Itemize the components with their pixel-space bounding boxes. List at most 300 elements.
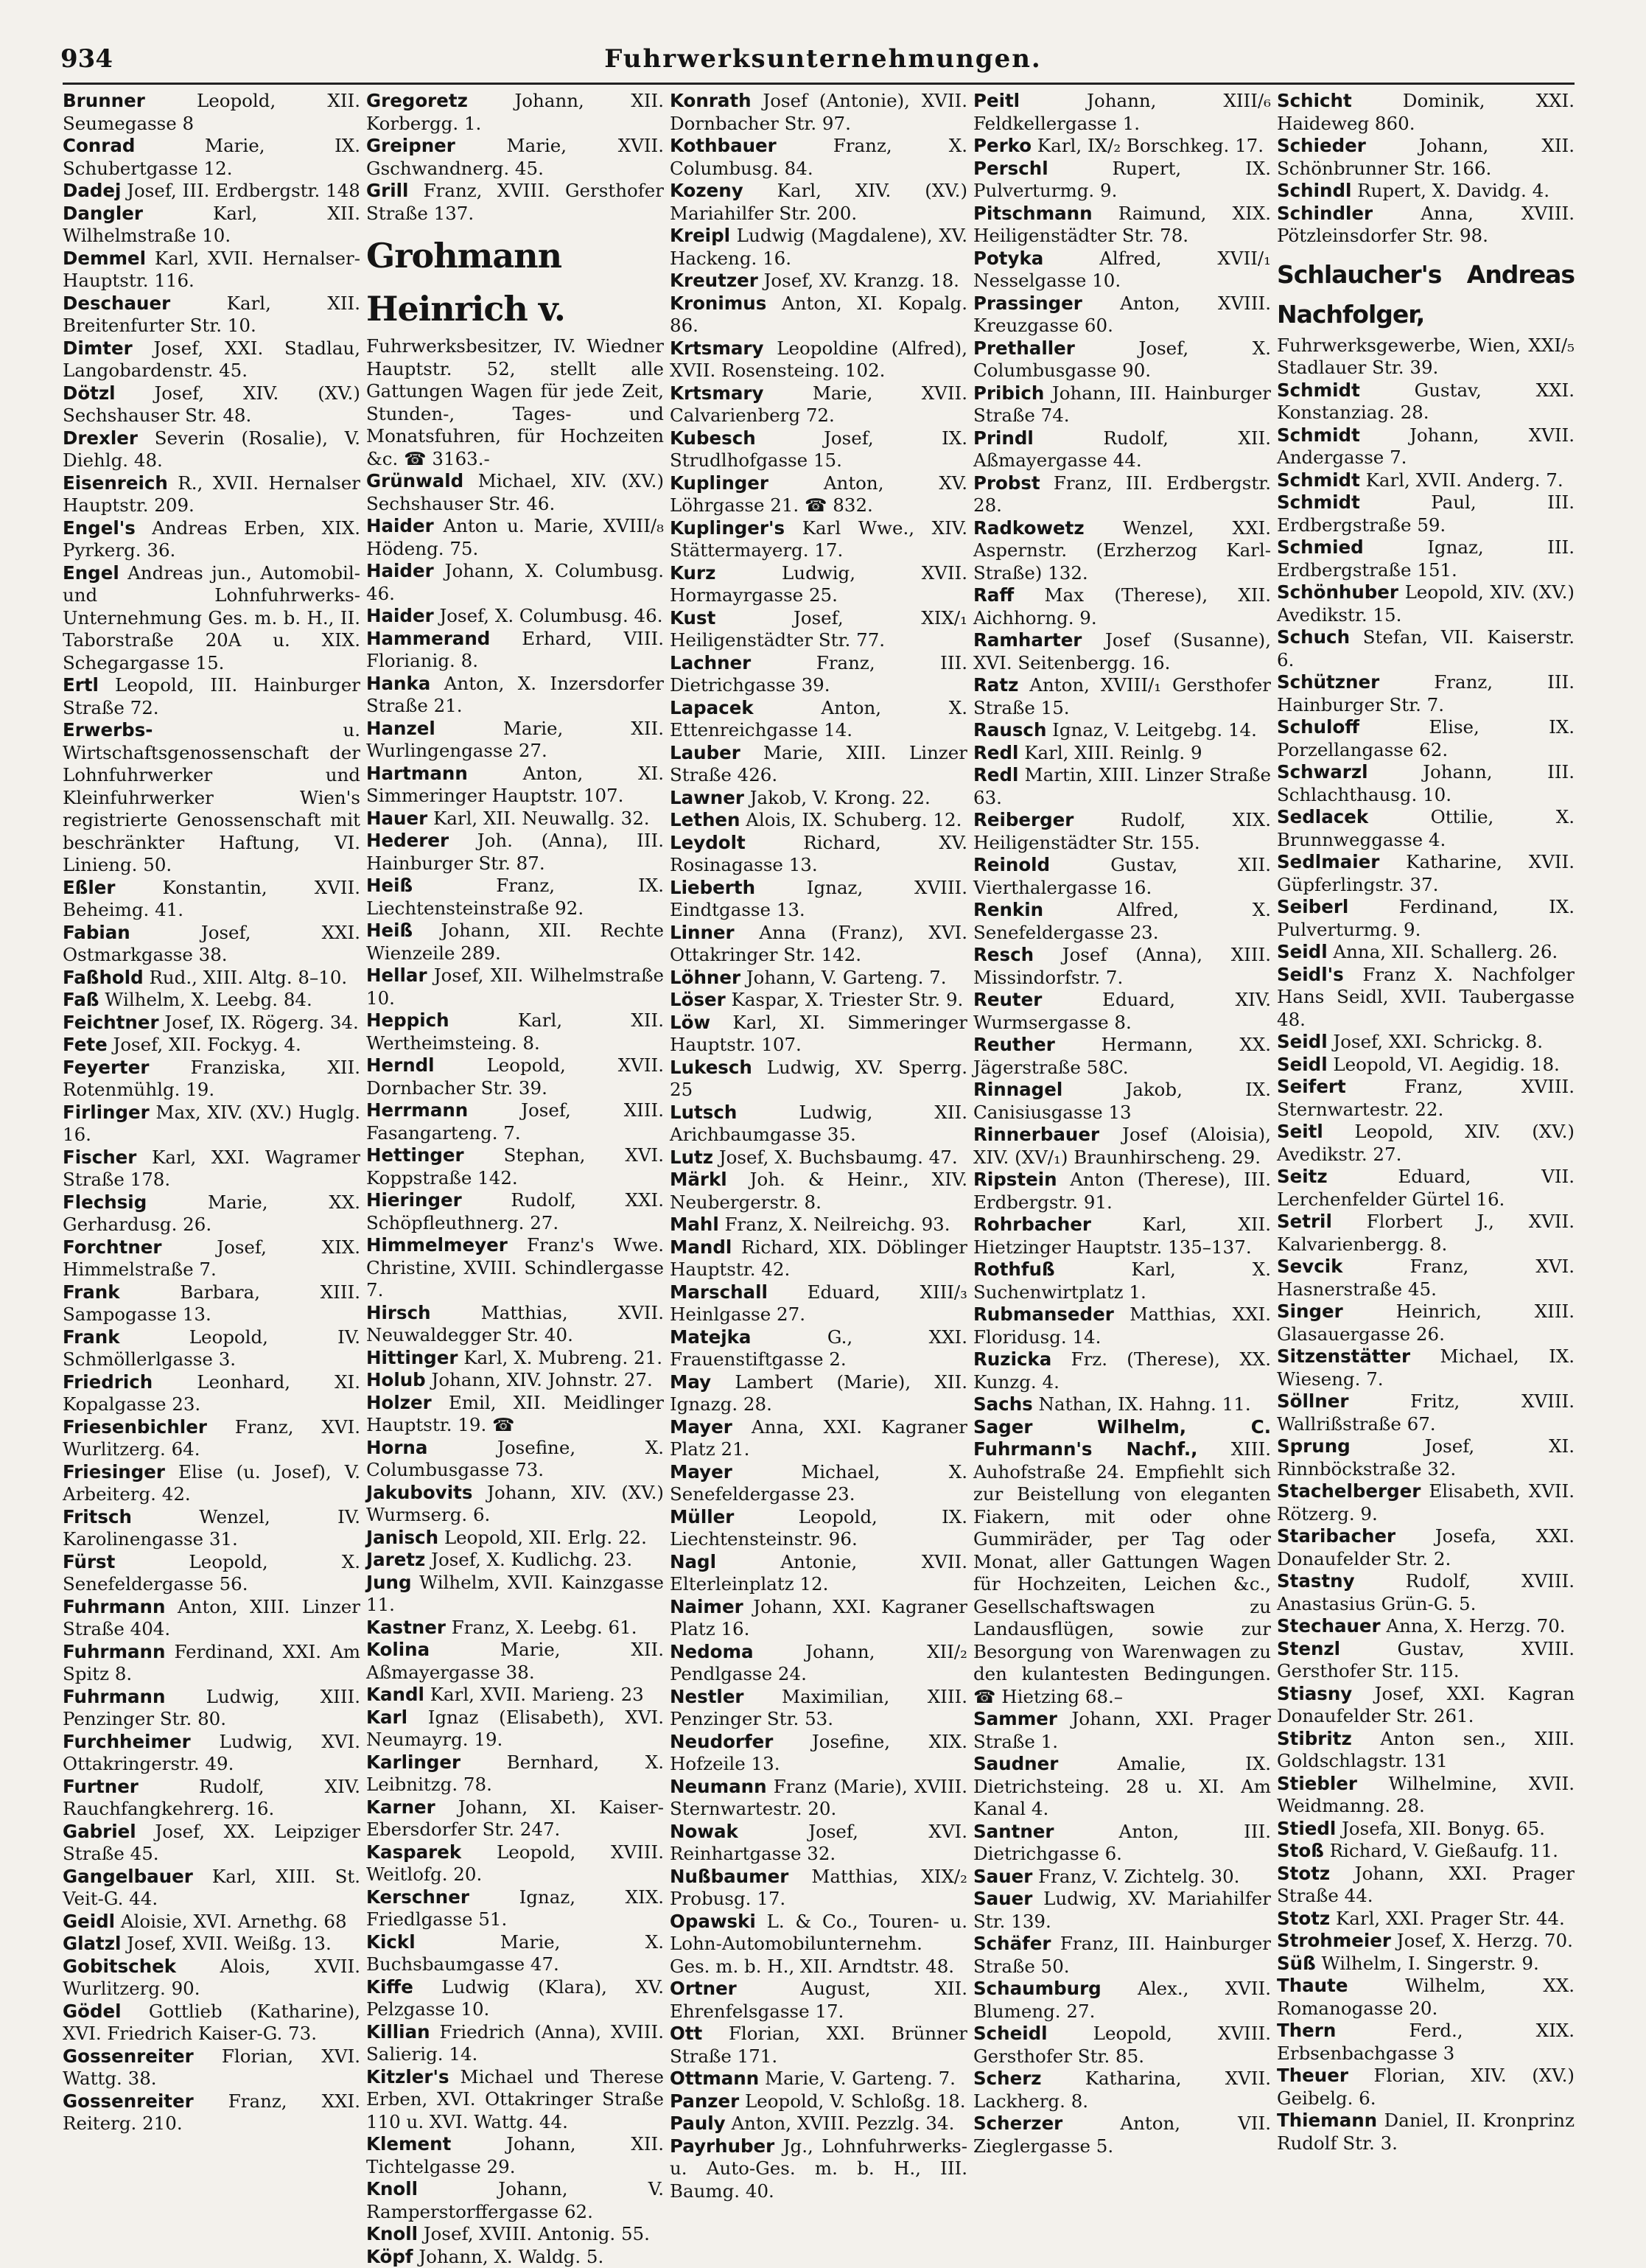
- directory-entry: [366, 135, 664, 180]
- entry-details: Leopold, XVIII. Weitlofg. 20.: [366, 1841, 664, 1886]
- entry-name: Ratz: [973, 674, 1018, 696]
- entry-details: Josefa, XII. Bonyg. 65.: [1336, 1818, 1545, 1839]
- entry-name: Resch: [973, 944, 1034, 965]
- entry-name: Süß: [1277, 1953, 1316, 1974]
- entry-name: Rothfuß: [973, 1259, 1055, 1280]
- directory-entry: [63, 1686, 360, 1731]
- entry-details: Anton u. Marie, XVIII/₈ Hödeng. 75.: [366, 515, 664, 559]
- entry-details: Alfred, XVII/₁ Nesselgasse 10.: [973, 248, 1271, 292]
- directory-column: [973, 90, 1271, 2124]
- entry-name: Schützner: [1277, 671, 1379, 693]
- entry-name: Hammerand: [366, 628, 490, 649]
- entry-name: May: [670, 1371, 711, 1393]
- directory-entry: [63, 1596, 360, 1641]
- directory-entry: [670, 742, 967, 787]
- entry-details: Anton, III. Dietrichgasse 6.: [973, 1821, 1271, 1865]
- entry-name: Nußbaumer: [670, 1866, 788, 1887]
- directory-entry: [670, 225, 967, 270]
- entry-name: Radkowetz: [973, 517, 1085, 539]
- entry-details: Richard, XV. Rosinagasse 13.: [670, 832, 967, 876]
- entry-details: Stefan, VII. Kaiserstr. 6.: [1277, 626, 1575, 671]
- directory-entry: [1277, 1525, 1575, 1570]
- entry-name: Lethen: [670, 809, 740, 830]
- entry-name: Reiberger: [973, 809, 1074, 830]
- directory-entry: [63, 1012, 360, 1035]
- directory-entry: [1277, 1953, 1575, 1975]
- entry-details: Josef, XVIII. Antonig. 55.: [418, 2223, 650, 2244]
- entry-name: Heppich: [366, 1009, 449, 1031]
- directory-entry: [63, 1461, 360, 1506]
- entry-details: Rudolf, XVIII. Anastasius Grün-G. 5.: [1277, 1570, 1575, 1614]
- entry-details: Daniel, II. Kronprinz Rudolf Str. 3.: [1277, 2110, 1575, 2154]
- entry-details: Leopold, IX. Liechtensteinstr. 96.: [670, 1506, 967, 1550]
- entry-name: Matejka: [670, 1326, 751, 1348]
- entry-details: Johann, XIII/₆ Feldkellergasse 1.: [973, 90, 1271, 134]
- directory-entry: [63, 1821, 360, 1866]
- entry-name: Dimter: [63, 337, 133, 359]
- entry-name: Holub: [366, 1369, 426, 1390]
- entry-name: Rohrbacher: [973, 1214, 1091, 1235]
- directory-entry: [63, 922, 360, 967]
- entry-name: Frank: [63, 1281, 120, 1303]
- directory-entry: [670, 1214, 967, 1236]
- entry-details: Leopold, XII. Erlg. 22.: [438, 1527, 647, 1548]
- entry-name: Fete: [63, 1034, 108, 1055]
- directory-entry: [1277, 2110, 1575, 2155]
- entry-name: Ripstein: [973, 1169, 1057, 1190]
- directory-entry: [670, 1686, 967, 1731]
- directory-entry: [973, 1034, 1271, 1079]
- directory-entry: [1277, 1256, 1575, 1301]
- entry-details: Wilhelm, X. Leebg. 84.: [99, 989, 312, 1010]
- entry-details: Paul, III. Erdbergstraße 59.: [1277, 491, 1575, 536]
- entry-details: Bernhard, X. Leibnitzg. 78.: [366, 1751, 664, 1796]
- entry-details: Marie, XX. Gerhardusg. 26.: [63, 1191, 360, 1236]
- directory-entry: [973, 248, 1271, 293]
- entry-details: Joh. & Heinr., XIV. Neubergerstr. 8.: [670, 1169, 967, 1213]
- entry-name: Dadej: [63, 180, 121, 201]
- entry-details: Gustav, XXI. Konstanziag. 28.: [1277, 379, 1575, 424]
- entry-details: Johann, XXI. Kagraner Platz 16.: [670, 1596, 967, 1640]
- directory-entry: [670, 1551, 967, 1596]
- entry-details: Gottlieb (Katharine), XVI. Friedrich Kaiser-G. 73.: [63, 2001, 360, 2045]
- directory-entry: [973, 382, 1271, 427]
- directory-entry: [1277, 1121, 1575, 1166]
- entry-name: Heiß: [366, 920, 413, 941]
- entry-name: Gödel: [63, 2001, 122, 2022]
- directory-entry: [366, 180, 664, 225]
- entry-details: Anna, XII. Schallerg. 26.: [1328, 941, 1558, 962]
- entry-details: Josef, XXI. Ostmarkgasse 38.: [63, 922, 360, 966]
- entry-name: Haider: [366, 515, 434, 536]
- directory-entry: [670, 427, 967, 472]
- entry-details: Ludwig, XV. Sperrg. 25: [670, 1057, 967, 1101]
- directory-entry: [366, 875, 664, 920]
- entry-name: Ott: [670, 2023, 702, 2044]
- entry-details: Anna, XVIII. Pötzleinsdorfer Str. 98.: [1277, 203, 1575, 247]
- entry-details: Josef, XXI. Schrickg. 8.: [1328, 1031, 1543, 1052]
- directory-entry: [973, 1169, 1271, 1214]
- entry-details: Franz, III. Dietrichgasse 39.: [670, 652, 967, 696]
- entry-details: Karl, XVII. Hernalser-Hauptstr. 116.: [63, 248, 360, 292]
- directory-entry: [63, 180, 360, 203]
- directory-entry: [1277, 491, 1575, 536]
- directory-entry: [366, 2133, 664, 2178]
- entry-name: Kickl: [366, 1931, 416, 1953]
- directory-entry: [1277, 671, 1575, 716]
- entry-name: Theuer: [1277, 2065, 1348, 2086]
- entry-name: Friesinger: [63, 1461, 165, 1483]
- entry-name: Schaumburg: [973, 1978, 1102, 1999]
- entry-name: Herndl: [366, 1054, 435, 1076]
- entry-name: Eisenreich: [63, 472, 168, 494]
- directory-entry: [670, 922, 967, 967]
- entry-details: Josef, XI. Rinnböckstraße 32.: [1277, 1435, 1575, 1480]
- entry-name: Schäfer: [973, 1933, 1051, 1954]
- directory-entry: [973, 809, 1271, 854]
- directory-entry: [1277, 964, 1575, 1032]
- directory-entry: [973, 472, 1271, 517]
- directory-entry: [63, 1191, 360, 1236]
- entry-details: Severin (Rosalie), V. Diehlg. 48.: [63, 427, 360, 472]
- directory-entry: [366, 1572, 664, 1617]
- entry-name: Fürst: [63, 1551, 115, 1572]
- directory-entry: [366, 515, 664, 560]
- directory-entry: [366, 1751, 664, 1796]
- directory-entry: [1277, 1683, 1575, 1728]
- directory-entry: [366, 1931, 664, 1976]
- directory-entry: [1277, 626, 1575, 671]
- entry-details: Franz's Wwe. Christine, XVIII. Schindlergasse 7.: [366, 1234, 664, 1301]
- directory-entry: [1277, 716, 1575, 761]
- entry-name: Raff: [973, 584, 1014, 606]
- entry-name: Lutsch: [670, 1102, 737, 1123]
- entry-details: Marie, XII. Wurlingengasse 27.: [366, 718, 664, 762]
- directory-entry: [63, 1866, 360, 1911]
- entry-details: Leopoldine (Alfred), XVII. Rosensteing. 102.: [670, 337, 967, 382]
- entry-name: Mandl: [670, 1236, 732, 1258]
- entry-details: Johann, XXI. Prager Straße 1.: [973, 1708, 1271, 1752]
- entry-name: Herrmann: [366, 1099, 468, 1121]
- entry-details: Anna, X. Herzg. 70.: [1381, 1615, 1566, 1637]
- entry-details: Johann, III. Schlachthausg. 10.: [1277, 761, 1575, 805]
- entry-name: Kuplinger's: [670, 517, 785, 539]
- entry-details: Franz, X. Neilreichg. 93.: [719, 1214, 950, 1235]
- entry-name: Flechsig: [63, 1191, 147, 1213]
- entry-name: Feyerter: [63, 1057, 149, 1078]
- entry-name: Seiberl: [1277, 896, 1348, 917]
- directory-entry: [366, 920, 664, 965]
- entry-name: Thaute: [1277, 1975, 1348, 1996]
- entry-details: Rupert, X. Davidg. 4.: [1351, 180, 1549, 201]
- entry-details: Johann, XXI. Prager Straße 44.: [1277, 1863, 1575, 1907]
- entry-details: Marie, X. Buchsbaumgasse 47.: [366, 1931, 664, 1975]
- directory-entry: [1277, 255, 1575, 379]
- entry-name: Furtner: [63, 1776, 139, 1797]
- entry-details: Josef, XII. Wilhelmstraße 10.: [366, 965, 664, 1009]
- entry-details: Michael, XIV. (XV.) Sechshauser Str. 46.: [366, 470, 664, 514]
- directory-entry: [670, 1281, 967, 1326]
- entry-details: Leopold, XVIII. Gersthofer Str. 85.: [973, 2023, 1271, 2067]
- directory-entry: [1277, 581, 1575, 626]
- entry-details: Hermann, XX. Jägerstraße 58C.: [973, 1034, 1271, 1078]
- directory-entry: [670, 1821, 967, 1866]
- entry-name: Köpf: [366, 2246, 413, 2267]
- directory-entry: [63, 1416, 360, 1461]
- entry-details: Leopold, III. Hainburger Straße 72.: [63, 674, 360, 718]
- directory-entry: [973, 1753, 1271, 1821]
- page-number: 934: [60, 44, 113, 74]
- directory-entry: [1277, 135, 1575, 180]
- directory-entry: [670, 2135, 967, 2203]
- directory-entry: [366, 628, 664, 673]
- entry-details: Aloisie, XVI. Arnethg. 68: [115, 1911, 347, 1932]
- directory-entry: [366, 763, 664, 808]
- entry-name: Löw: [670, 1012, 710, 1033]
- entry-name: Faß: [63, 989, 99, 1010]
- entry-details: Ludwig (Klara), XV. Pelzgasse 10.: [366, 1976, 664, 2020]
- entry-name: Fritsch: [63, 1506, 132, 1527]
- directory-entry: [670, 1731, 967, 1776]
- entry-details: Leopold, V. Schloßg. 18.: [739, 2090, 965, 2112]
- entry-details: Gustav, XII. Vierthalergasse 16.: [973, 854, 1271, 898]
- entry-details: Heinrich, XIII. Glasauergasse 26.: [1277, 1301, 1575, 1345]
- directory-entry: [366, 1684, 664, 1707]
- entry-details: Franz, XXI. Reiterg. 210.: [63, 2090, 360, 2135]
- entry-name: Hartmann: [366, 763, 468, 784]
- directory-entry: [63, 1371, 360, 1416]
- directory-entry: [670, 1596, 967, 1641]
- entry-details: Ignaz (Elisabeth), XVI. Neumayrg. 19.: [366, 1707, 664, 1751]
- directory-entry: [973, 1978, 1271, 2023]
- entry-name: Gobitschek: [63, 1956, 176, 1977]
- entry-name: Kandl: [366, 1684, 424, 1705]
- entry-details: Leopold, XIV. (XV.) Avedikstr. 15.: [1277, 581, 1575, 626]
- entry-details: Karl, XII. Wertheimsteing. 8.: [366, 1009, 664, 1054]
- directory-entry: [973, 989, 1271, 1034]
- entry-name: Drexler: [63, 427, 138, 449]
- entry-details: Josef, X. Buchsbaumg. 47.: [713, 1147, 958, 1168]
- entry-name: Mahl: [670, 1214, 719, 1235]
- entry-details: Ludwig, XII. Arichbaumgasse 35.: [670, 1102, 967, 1146]
- directory-entry: [63, 517, 360, 562]
- entry-name: Holzer: [366, 1392, 432, 1413]
- entry-name: Stenzl: [1277, 1638, 1340, 1659]
- entry-details: Raimund, XIX. Heiligenstädter Str. 78.: [973, 203, 1271, 247]
- page-title: Fuhrwerksunternehmungen.: [0, 44, 1646, 74]
- directory-entry: [366, 808, 664, 830]
- entry-name: Sammer: [973, 1708, 1057, 1729]
- entry-name: Stiasny: [1277, 1683, 1352, 1704]
- entry-name: Stotz: [1277, 1863, 1330, 1884]
- entry-details: Franz, XVIII. Gersthofer Straße 137.: [366, 180, 664, 224]
- entry-name: Furchheimer: [63, 1731, 191, 1752]
- entry-name: Gossenreiter: [63, 2090, 194, 2112]
- entry-name: Brunner: [63, 90, 145, 111]
- directory-entry: [366, 1549, 664, 1572]
- directory-entry: [63, 90, 360, 135]
- directory-entry: [366, 1841, 664, 1886]
- entry-details: Johann, XVII. Andergasse 7.: [1277, 424, 1575, 469]
- entry-details: Wilhelm, XVII. Kainzgasse 11.: [366, 1572, 664, 1616]
- entry-name: Potyka: [973, 248, 1043, 269]
- entry-details: Rud., XIII. Altg. 8–10.: [144, 967, 348, 988]
- directory-entry: [973, 742, 1271, 765]
- directory-entry: [366, 560, 664, 605]
- entry-details: Karl, X. Mubreng. 21.: [458, 1347, 662, 1368]
- directory-entry: [366, 1976, 664, 2021]
- entry-name: Strohmeier: [1277, 1930, 1391, 1951]
- entry-name: Sauer: [973, 1888, 1032, 1909]
- entry-name: Konrath: [670, 90, 752, 111]
- entry-details: Ferdinand, IX. Pulverturmg. 9.: [1277, 896, 1575, 940]
- entry-name: Lachner: [670, 652, 751, 673]
- entry-details: Jg., Lohnfuhrwerks- u. Auto-Ges. m. b. H., III. Baumg. 40.: [670, 2135, 967, 2202]
- directory-entry: [366, 718, 664, 763]
- directory-entry: [63, 1731, 360, 1776]
- directory-entry: [1277, 1301, 1575, 1345]
- entry-name: Rinnagel: [973, 1079, 1062, 1100]
- entry-details: Anton, X. Inzersdorfer Straße 21.: [366, 673, 664, 717]
- entry-details: Marie, XVII. Calvarienberg 72.: [670, 382, 967, 427]
- directory-entry: [63, 2001, 360, 2045]
- entry-details: Leopold, X. Senefeldergasse 56.: [63, 1551, 360, 1595]
- directory-entry: [670, 2090, 967, 2113]
- entry-name: Deschauer: [63, 293, 170, 314]
- entry-name: Lapacek: [670, 697, 754, 718]
- directory-column: [1277, 90, 1575, 2124]
- entry-name: Fuhrmann: [63, 1686, 165, 1707]
- entry-details: Marie, V. Garteng. 7.: [759, 2068, 956, 2089]
- entry-details: Leopold, XVII. Dornbacher Str. 39.: [366, 1054, 664, 1099]
- entry-name: Redl: [973, 742, 1018, 763]
- entry-name: Schindl: [1277, 180, 1351, 201]
- entry-details: Ferd., XIX. Erbsenbachgasse 3: [1277, 2020, 1575, 2064]
- entry-name: Frank: [63, 1326, 120, 1348]
- directory-entry: [670, 1371, 967, 1416]
- entry-name: Kozeny: [670, 180, 743, 201]
- entry-name: Hanka: [366, 673, 430, 694]
- entry-details: Ignaz, XIX. Friedlgasse 51.: [366, 1886, 664, 1931]
- directory-entry: [973, 2023, 1271, 2068]
- entry-name: Panzer: [670, 2090, 739, 2112]
- directory-entry: [1277, 1615, 1575, 1638]
- directory-entry: [670, 877, 967, 922]
- entry-details: Marie, XIII. Linzer Straße 426.: [670, 742, 967, 786]
- entry-details: Johann, V. Ramperstorffergasse 62.: [366, 2178, 664, 2222]
- directory-entry: [973, 2113, 1271, 2157]
- entry-name: Reinold: [973, 854, 1050, 875]
- directory-entry: [670, 293, 967, 337]
- entry-details: Josef (Aloisia), XIV. (XV/₁) Braunhirscheng. 29.: [973, 1124, 1271, 1168]
- directory-entry: [1277, 1570, 1575, 1615]
- entry-name: Schuloff: [1277, 716, 1359, 738]
- entry-name: Kasparek: [366, 1841, 461, 1863]
- entry-details: Wilhelmine, XVII. Weidmanng. 28.: [1277, 1773, 1575, 1817]
- entry-name: Schieder: [1277, 135, 1366, 156]
- entry-details: Josef, XX. Leipziger Straße 45.: [63, 1821, 360, 1865]
- directory-entry: [973, 337, 1271, 382]
- directory-entry: [63, 382, 360, 427]
- directory-entry: [1277, 2065, 1575, 2110]
- entry-details: Karl, XVII. Marieng. 23: [424, 1684, 644, 1705]
- entry-name: Scherzer: [973, 2113, 1062, 2134]
- entry-name: Kothbauer: [670, 135, 777, 156]
- entry-details: Marie, IX. Schubertgasse 12.: [63, 135, 360, 179]
- entry-name: Ottmann: [670, 2068, 759, 2089]
- entry-name: Müller: [670, 1506, 734, 1527]
- directory-entry: [1277, 1818, 1575, 1841]
- entry-details: Alfred, X. Senefeldergasse 23.: [973, 899, 1271, 943]
- entry-name: Kiffe: [366, 1976, 413, 1998]
- directory-entry: [63, 337, 360, 382]
- entry-name: Seitl: [1277, 1121, 1323, 1142]
- directory-entry: [973, 1214, 1271, 1259]
- entry-name: Kronimus: [670, 293, 766, 314]
- directory-entry: [366, 673, 664, 718]
- entry-name: Neudorfer: [670, 1731, 773, 1752]
- entry-name: Eßler: [63, 877, 115, 898]
- entry-name: Seidl's: [1277, 964, 1344, 985]
- entry-details: Johann, XII/₂ Pendlgasse 24.: [670, 1641, 967, 1685]
- directory-entry: [63, 1933, 360, 1956]
- entry-details: Anton (Therese), III. Erdbergstr. 91.: [973, 1169, 1271, 1213]
- directory-entry: [1277, 203, 1575, 248]
- entry-details: Franz, IX. Liechtensteinstraße 92.: [366, 875, 664, 919]
- directory-entry: [63, 1147, 360, 1191]
- entry-details: Johann, XI. Kaiser-Ebersdorfer Str. 247.: [366, 1796, 664, 1841]
- advertisement-name: Schlaucher's Andreas Nachfolger,: [1277, 255, 1575, 335]
- directory-entry: [63, 1506, 360, 1551]
- entry-name: Neumann: [670, 1776, 767, 1797]
- entry-details: Katharine, XVII. Güpferlingstr. 37.: [1277, 851, 1575, 895]
- entry-details: Nathan, IX. Hahng. 11.: [1033, 1393, 1251, 1415]
- entry-name: Nestler: [670, 1686, 744, 1707]
- entry-details: Ludwig, XV. Mariahilfer Str. 139.: [973, 1888, 1271, 1932]
- entry-details: Ferdinand, XXI. Am Spitz 8.: [63, 1641, 360, 1685]
- directory-columns: [63, 90, 1575, 2124]
- entry-details: Elisabeth, XVII. Rötzerg. 9.: [1277, 1480, 1575, 1525]
- entry-details: Eduard, XIII/₃ Heinlgasse 27.: [670, 1281, 967, 1326]
- entry-details: Wilhelm, XX. Romanogasse 20.: [1277, 1975, 1575, 2019]
- entry-details: Johann, X. Waldg. 5.: [413, 2246, 604, 2267]
- entry-details: u. Wirtschaftsgenossenschaft der Lohnfuhrwerker und Kleinfuhrwerker Wien's registrierte Genossenschaft mit beschränkter Haftung, VI. Linieng. 50.: [63, 719, 360, 875]
- entry-details: Max (Therese), XII. Aichhorng. 9.: [973, 584, 1271, 629]
- directory-entry: [670, 697, 967, 742]
- directory-entry: [670, 1147, 967, 1169]
- entry-details: Anton, X. Ettenreichgasse 14.: [670, 697, 967, 741]
- directory-entry: [670, 1012, 967, 1057]
- entry-details: Karl, XIII. St. Veit-G. 44.: [63, 1866, 360, 1910]
- entry-details: Barbara, XIII. Sampogasse 13.: [63, 1281, 360, 1326]
- entry-details: Emil, XII. Meidlinger Hauptstr. 19. ☎: [366, 1392, 664, 1436]
- entry-details: Franz X. Nachfolger Hans Seidl, XVII. Taubergasse 48.: [1277, 964, 1575, 1030]
- entry-details: XIII. Auhofstraße 24. Empfiehlt sich zur Beistellung von eleganten Fiakern, mit oder ohne Gummiräder, per Tag oder Monat, aller Gattungen Wagen für Hochzeiten, Leichen &c., Gesellschaftswagen zu Landausflügen, sowie zur Besorgung von Warenwagen zu den kulantesten Bedingungen. ☎ Hietzing 68.–: [973, 1438, 1271, 1707]
- entry-name: Fischer: [63, 1147, 136, 1168]
- entry-name: Hanzel: [366, 718, 435, 739]
- entry-details: Rudolf, XII. Aßmayergasse 44.: [973, 427, 1271, 472]
- entry-details: Ignaz, XVIII. Eindtgasse 13.: [670, 877, 967, 921]
- entry-name: Schicht: [1277, 90, 1352, 111]
- directory-entry: [63, 472, 360, 517]
- entry-details: Franz, X. Columbusg. 84.: [670, 135, 967, 179]
- directory-entry: [973, 1393, 1271, 1416]
- entry-name: Stibritz: [1277, 1728, 1352, 1749]
- entry-name: Prindl: [973, 427, 1034, 449]
- directory-entry: [1277, 1211, 1575, 1256]
- entry-name: Hettinger: [366, 1144, 464, 1166]
- directory-column: [63, 90, 360, 2124]
